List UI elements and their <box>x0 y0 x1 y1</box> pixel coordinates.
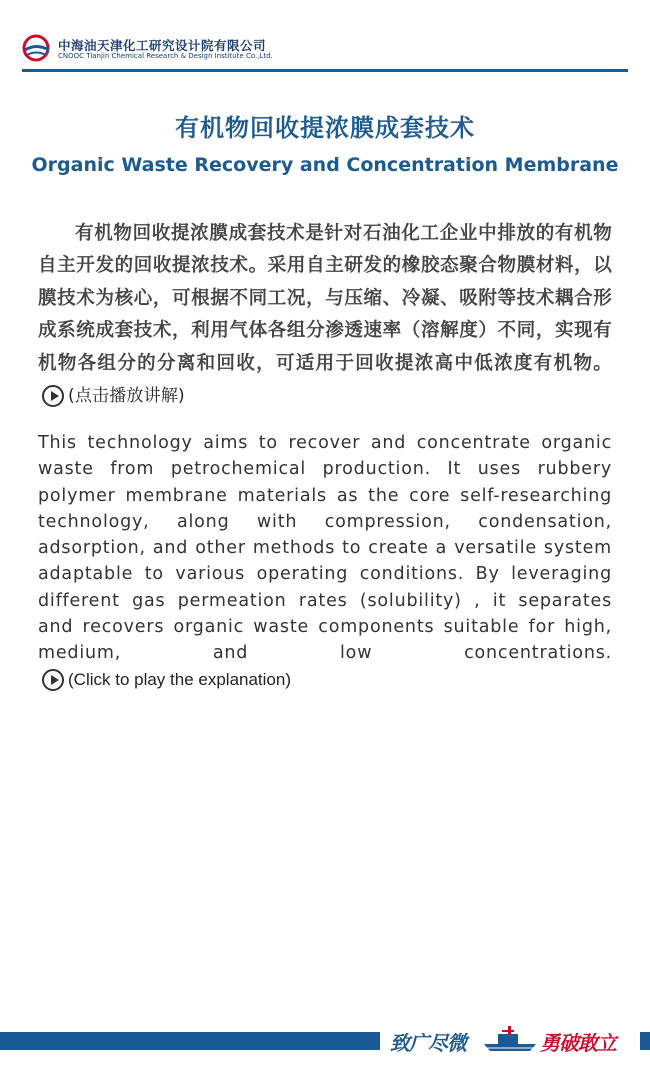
play-explanation-cn-button[interactable] <box>38 380 185 412</box>
play-icon <box>42 385 64 407</box>
description-en <box>38 430 612 693</box>
footer-slogan-left: 致广尽微 <box>390 1031 466 1055</box>
play-explanation-en-button[interactable] <box>38 667 291 693</box>
footer-slogan-right: 勇破敢立 <box>540 1031 616 1055</box>
description-cn-text: 有机物回收提浓膜成套技术是针对石油化工企业中排放的有机物自主开发的回收提浓技术。采用自主研发的橡胶态聚合物膜材料，以膜技术为核心，可根据不同工况，与压缩、冷凝、吸附等技术耦合形成系统成套技术，利用气体各组分渗透速率（溶解度）不同，实现有机物各组分的分离和回收，可适用于回收提浓高中低浓度有机物。 <box>38 223 612 374</box>
footer-bar-end <box>640 1032 650 1050</box>
play-icon <box>42 669 64 691</box>
page-title-cn: 有机物回收提浓膜成套技术 <box>175 114 475 142</box>
cnooc-logo-icon <box>22 34 52 62</box>
footer-bar <box>0 1032 380 1050</box>
description-cn <box>38 218 612 413</box>
header-divider <box>22 69 628 72</box>
company-name-cn: 中海油天津化工研究设计院有限公司 <box>58 38 267 53</box>
header <box>22 32 628 72</box>
page-title-en: Organic Waste Recovery and Concentration Membrane <box>31 154 619 176</box>
ship-icon <box>484 1024 536 1052</box>
play-explanation-cn-label: (点击播放讲解) <box>68 386 185 407</box>
play-explanation-en-label: (Click to play the explanation) <box>68 669 292 689</box>
company-name-en: CNOOC Tianjin Chemical Research & Design Institute Co.,Ltd. <box>58 52 273 60</box>
description-en-text: This technology aims to recover and concentrate organic waste from petrochemical production. It uses rubbery polymer membrane materials as the core self-researching technology, along with compression, condensation, adsorption, and other methods to create a versatile system adaptable to various operating conditions. By leveraging different gas permeation rates (solubility) , it separates and recovers organic waste components suitable for high, medium, and low concentrations. <box>38 433 612 664</box>
